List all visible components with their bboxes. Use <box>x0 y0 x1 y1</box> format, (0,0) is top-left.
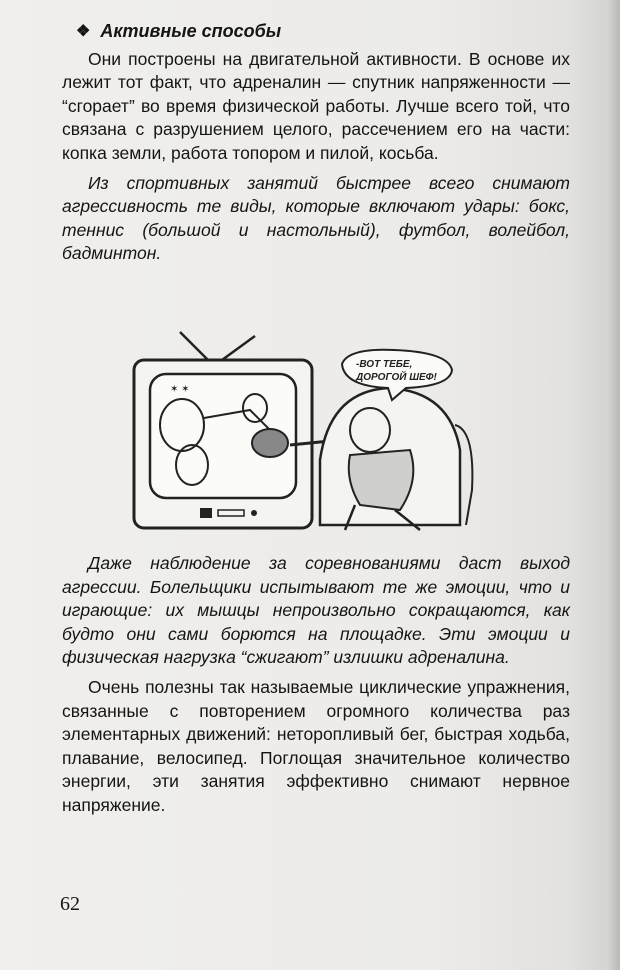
page-number: 62 <box>60 893 80 915</box>
section-title: Активные способы <box>100 21 282 41</box>
stars-icon: ✶ ✶ <box>170 384 190 395</box>
viewer-head <box>350 408 390 452</box>
text-column-lower <box>62 552 570 818</box>
speech-text-line1: -ВОТ ТЕБЕ, <box>356 359 413 370</box>
paragraph-4: Очень полезны так называемые циклические упражнения, связанные с повторением огромного количества раз элементарных движений: неторопливый бег, быстрая ходьба, плавание, велосипед. Поглощая значительное количество энергии, эти занятия эффективно снимают нервное напряжение. <box>62 676 570 815</box>
paragraph-2: Из спортивных занятий быстрее всего снимают агрессивность те виды, которые включают удары: бокс, теннис (большой и настольный), футбол, волейбол, бадминтон. <box>62 172 570 264</box>
tv-antenna-left <box>180 332 208 360</box>
viewer-glove-icon <box>252 429 288 457</box>
paragraph-1: Они построены на двигательной активности. В основе их лежит тот факт, что адреналин — спутник напряженности — “сгорает” во время физической работы. Лучше всего той, что связана с разрушением целого, рассечением его на части: копка земли, работа топором и пилой, косьба. <box>62 48 570 163</box>
speech-text-line2: ДОРОГОЙ ШЕФ! <box>356 372 437 383</box>
diamond-bullet-icon: ❖ <box>76 23 91 40</box>
tv-button <box>200 508 212 518</box>
tv-knob <box>251 510 257 516</box>
book-spine-shadow <box>606 0 620 970</box>
section-heading <box>76 20 570 44</box>
text-column <box>62 20 570 266</box>
viewer-body <box>349 450 414 510</box>
tv-antenna-right <box>222 336 255 360</box>
cartoon-illustration <box>130 330 495 535</box>
paragraph-3: Даже наблюдение за соревнованиями даст выход агрессии. Болельщики испытывают те же эмоции, что и играющие: их мышцы непроизвольно сокращаются, как будто они сами борются на площадке. Эти эмоции и физическая нагрузка “сжигают” излишки адреналина. <box>62 553 570 668</box>
